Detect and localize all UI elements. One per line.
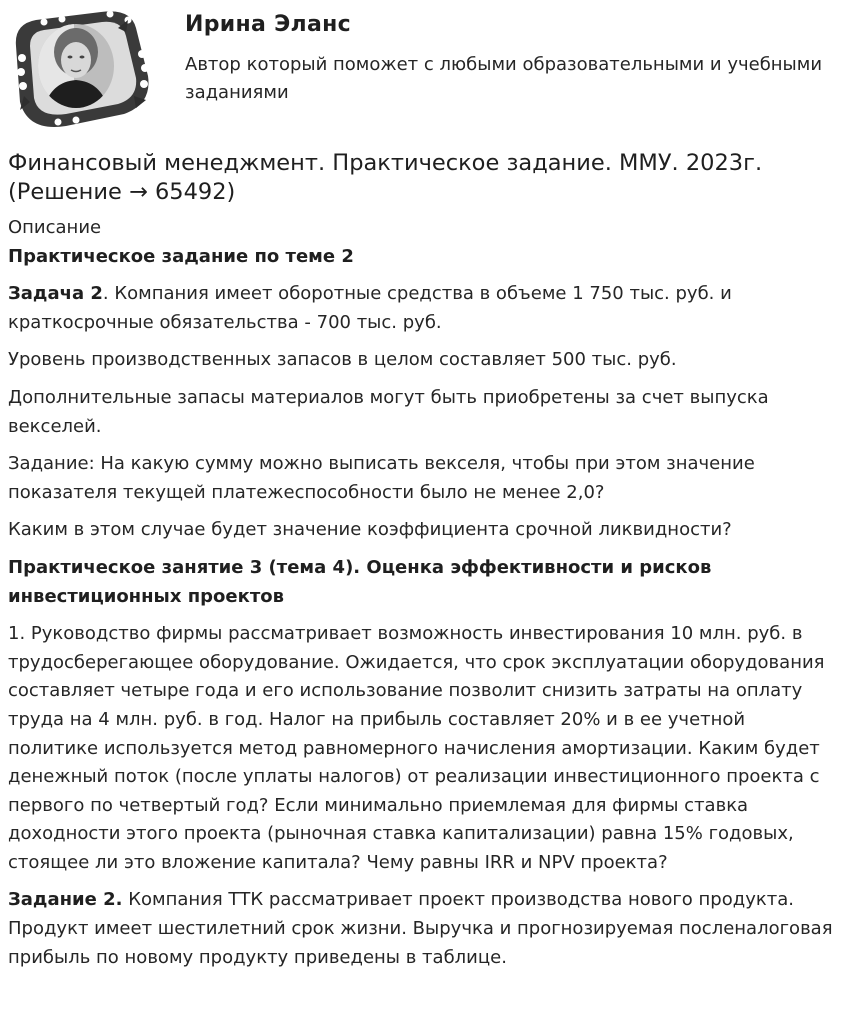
author-name[interactable]: Ирина Эланс (185, 12, 351, 37)
section2-heading-text: Практическое занятие 3 (тема 4). Оценка эффективности и рисков инвестиционных проектов (8, 556, 712, 607)
author-photo-filmstrip-icon (6, 6, 154, 128)
task2-label: Задача 2 (8, 283, 103, 305)
inventory-paragraph: Уровень производственных запасов в целом составляет 500 тыс. руб. (8, 349, 677, 371)
author-block (0, 0, 847, 130)
task2b-label: Задание 2. (8, 889, 123, 911)
author-avatar[interactable] (6, 6, 154, 128)
document-content (8, 214, 840, 981)
bills-paragraph: Дополнительные запасы материалов могут быть приобретены за счет выпуска векселей. (8, 386, 769, 437)
task2-paragraph (8, 280, 840, 337)
investment-paragraph: 1. Руководство фирмы рассматривает возможность инвестирования 10 млн. руб. в трудосберегающее оборудование. Ожидается, что срок эксплуатации оборудования составляет четыре года и его использование позволит снизить затраты на оплату труда на 4 млн. руб. в год. Налог на прибыль составляет 20% и в ее учетной политике используется метод равномерного начисления амортизации. Каким будет денежный поток (после уплаты налогов) от реализации инвестиционного проекта с первого по четвертый год? Если минимально приемлемая для фирмы ставка доходности этого проекта (рыночная ставка капитализации) равна 15% годовых, стоящее ли это вложение капитала? Чему равны IRR и NPV проекта? (8, 623, 825, 873)
assignment-paragraph: Задание: На какую сумму можно выписать векселя, чтобы при этом значение показателя текущей платежеспособности было не менее 2,0? (8, 453, 755, 503)
task2-text: . Компания имеет оборотные средства в объеме 1 750 тыс. руб. и краткосрочные обязательства - 700 тыс. руб. (8, 283, 732, 333)
section1-heading-text: Практическое задание по теме 2 (8, 245, 354, 267)
section2-heading (8, 554, 840, 611)
task2b-paragraph (8, 886, 840, 972)
section1-heading (8, 243, 840, 272)
description-label: Описание (8, 217, 102, 238)
quick-ratio-paragraph: Каким в этом случае будет значение коэффициента срочной ликвидности? (8, 519, 732, 541)
task2b-text: Компания ТТК рассматривает проект производства нового продукта. Продукт имеет шестилетний срок жизни. Выручка и прогнозируемая посленалоговая прибыль по новому продукту приведены в таблице. (8, 889, 833, 968)
document-title: Финансовый менеджмент. Практическое задание. ММУ. 2023г. (Решение → 65492) (8, 150, 763, 205)
author-description: Автор который поможет с любыми образовательными и учебными заданиями (185, 54, 823, 103)
